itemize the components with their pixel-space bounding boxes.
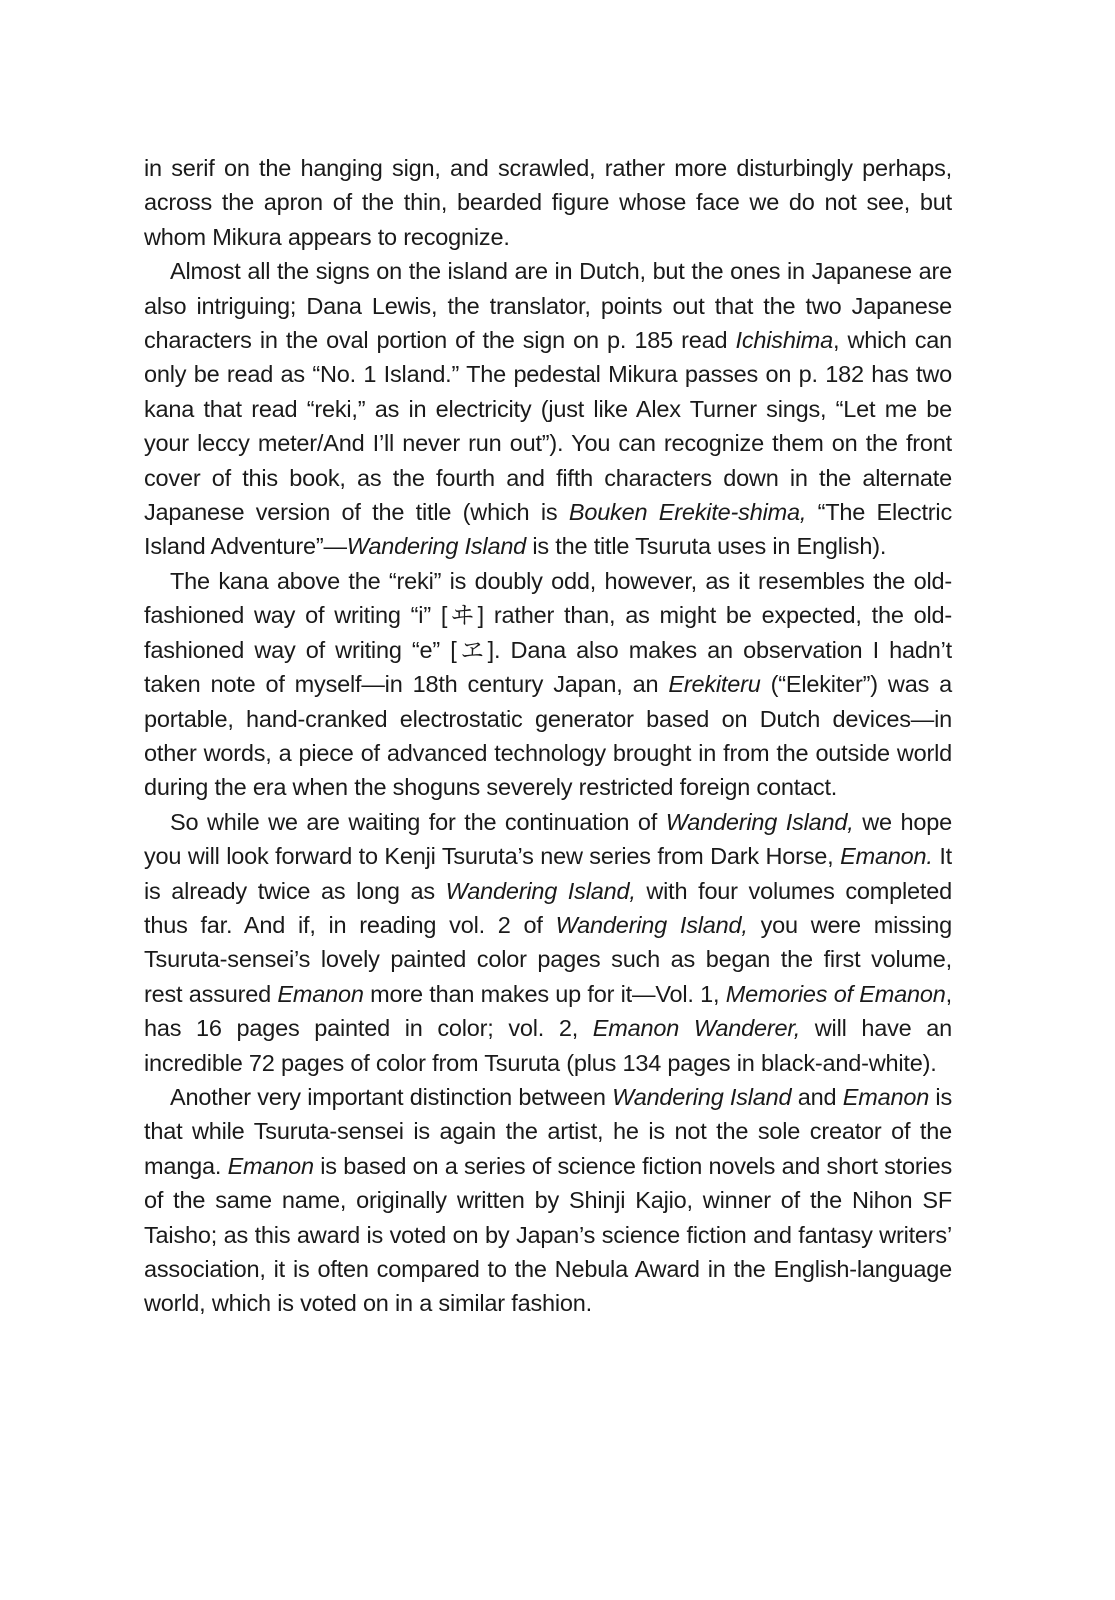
text-run: , has 16 pages painted in color; vol. 2, bbox=[144, 980, 952, 1042]
body-text bbox=[144, 151, 952, 1321]
text-run: you were missing Tsuruta-sensei’s lovely painted color pages such as began the first volume, rest assured bbox=[144, 911, 952, 1007]
text-run: more than makes up for it—Vol. 1, bbox=[363, 980, 726, 1007]
text-run-italic: Memories of Emanon bbox=[725, 980, 946, 1007]
text-run: It is already twice as long as bbox=[144, 843, 952, 904]
text-run-italic: Erekiteru bbox=[668, 671, 761, 698]
text-run-italic: Emanon. bbox=[840, 843, 933, 870]
text-run: is the title Tsuruta uses in English). bbox=[526, 533, 887, 560]
text-run: we hope you will look forward to Kenji Tsuruta’s new series from Dark Horse, bbox=[144, 808, 952, 870]
text-run-italic: Wandering Island, bbox=[445, 877, 636, 904]
text-run-italic: Ichishima bbox=[735, 327, 833, 354]
text-run: with four volumes completed thus far. And if, in reading vol. 2 of bbox=[144, 877, 952, 938]
text-run: will have an incredible 72 pages of color from Tsuruta (plus 134 pages in black-and-white). bbox=[144, 1015, 952, 1076]
text-run-italic: Bouken Erekite-shima, bbox=[568, 499, 807, 526]
text-run: “The Electric Island Adventure”— bbox=[144, 499, 953, 560]
text-run: , which can only be read as “No. 1 Island.” The pedestal Mikura passes on p. 182 has two kana that read “reki,” as in electricity (just like Alex Turner sings, “Let me be your leccy meter/And I’ll never run out”). You can recognize them on the front cover of this book, as the fourth and fifth characters down in the alternate Japanese version of the title (which is bbox=[144, 327, 952, 526]
paragraph-1 bbox=[144, 151, 952, 254]
text-run: (“Elekiter”) was a portable, hand-cranked electrostatic generator based on Dutch devices—in other words, a piece of advanced technology brought in from the outside world during the era when the shoguns severely restricted foreign contact. bbox=[144, 671, 953, 801]
paragraph-5 bbox=[144, 1080, 952, 1321]
text-run: is that while Tsuruta-sensei is again the artist, he is not the sole creator of the manga. bbox=[144, 1083, 952, 1179]
text-run: in serif on the hanging sign, and scrawled, rather more disturbingly perhaps, across the apron of the thin, bearded figure whose face we do not see, but whom Mikura appears to recognize. bbox=[144, 155, 952, 250]
text-run-italic: Emanon bbox=[842, 1083, 930, 1110]
text-run-italic: Wandering Island, bbox=[555, 911, 748, 938]
text-run-italic: Emanon Wanderer, bbox=[592, 1015, 801, 1042]
text-run: Another very important distinction between bbox=[170, 1083, 613, 1110]
text-run-italic: Wandering Island, bbox=[665, 808, 854, 835]
text-run: So while we are waiting for the continuation of bbox=[170, 808, 666, 835]
paragraph-4 bbox=[144, 805, 952, 1080]
paragraph-2 bbox=[144, 254, 952, 564]
text-run-italic: Wandering Island bbox=[346, 533, 527, 560]
text-run: The kana above the “reki” is doubly odd, however, as it resembles the old-fashioned way of writing “i” [ヰ] rather than, as might be expected, the old-fashioned way of writing “e” [ヱ]. Dana also makes an observation I hadn’t taken note of myself—in 18th century Japan, an bbox=[144, 567, 952, 698]
paragraph-3 bbox=[144, 564, 952, 805]
text-run: is based on a series of science fiction novels and short stories of the same name, originally written by Shinji Kajio, winner of the Nihon SF Taisho; as this award is voted on by Japan’s science fiction and fantasy writers’ association, it is often compared to the Nebula Award in the English-language world, which is voted on in a similar fashion. bbox=[144, 1152, 952, 1317]
text-run: Almost all the signs on the island are in Dutch, but the ones in Japanese are also intriguing; Dana Lewis, the translator, points out that the two Japanese characters in the oval portion of the sign on p. 185 read bbox=[144, 258, 952, 354]
text-run-italic: Emanon bbox=[227, 1152, 314, 1179]
text-run: and bbox=[791, 1083, 843, 1110]
text-run-italic: Wandering Island bbox=[612, 1083, 792, 1110]
text-run-italic: Emanon bbox=[277, 980, 364, 1007]
